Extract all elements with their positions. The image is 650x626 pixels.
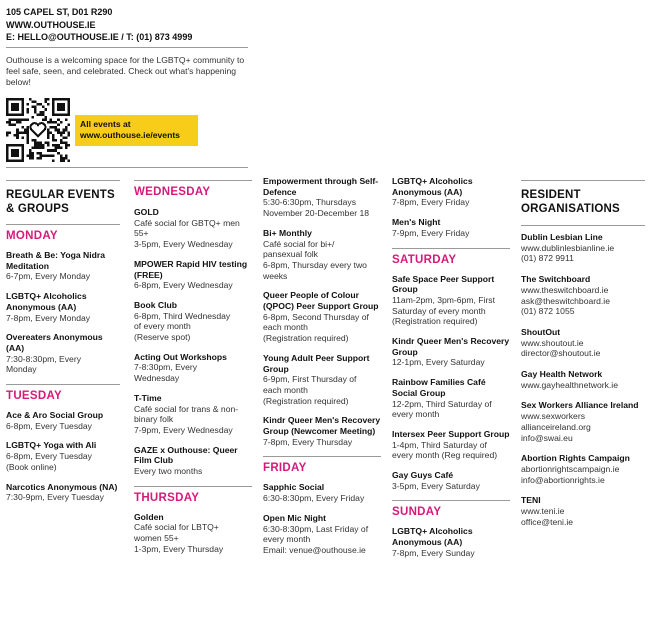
column-wednesday-thursday (134, 180, 252, 564)
event-detail: 6-8pm, Thursday every two (263, 259, 367, 270)
divider (6, 167, 248, 168)
event-name: Book Club (134, 299, 177, 310)
event-name: Intersex Peer Support Group (392, 428, 510, 439)
event-detail: Café social for LBTQ+ (134, 522, 219, 533)
contact-block (6, 6, 192, 44)
organisation-name: Dublin Lesbian Line (521, 232, 603, 242)
event-detail: Wednesday (134, 373, 180, 384)
event-item (6, 250, 120, 282)
organisation-contact-link[interactable]: www.sexworkers (521, 411, 585, 422)
event-name: Acting Out Workshops (134, 351, 227, 362)
event-detail: binary folk (134, 414, 174, 425)
organisation-contact-link[interactable]: www.gayhealthnetwork.ie (521, 379, 618, 390)
event-detail: 6-8pm, Every Wednesday (134, 280, 233, 291)
event-detail: every month (Reg required) (392, 450, 498, 461)
event-detail: Monday (6, 364, 37, 375)
organisation-contact-link[interactable]: www.shoutout.ie (521, 337, 584, 348)
event-name: Young Adult Peer Support Group (263, 352, 370, 374)
event-item (392, 470, 510, 491)
organisation-contact-link[interactable]: www.dublinlesbianline.ie (521, 242, 615, 253)
event-name: Ace & Aro Social Group (6, 410, 104, 421)
sunday-events (392, 526, 510, 558)
qr-code-icon[interactable] (6, 98, 70, 162)
event-item (134, 445, 252, 477)
event-item (134, 207, 252, 250)
organisation-contact-link[interactable]: ask@theswitchboard.ie (521, 295, 610, 306)
organisation-item (521, 232, 645, 264)
event-name: Overeaters Anonymous (AA) (6, 332, 103, 353)
day-heading-monday: MONDAY (6, 224, 120, 243)
event-detail: 7-8pm, Every Monday (6, 312, 91, 323)
event-detail: (Reserve spot) (134, 332, 191, 343)
event-detail: 7:30-9pm, Every Tuesday (6, 492, 104, 503)
section-title: RESIDENT ORGANISATIONS (521, 180, 645, 216)
organisation-contact-link[interactable]: allianceireland.org (521, 421, 591, 432)
events-box-link[interactable]: www.outhouse.ie/events (80, 130, 180, 140)
organisation-item (521, 495, 645, 527)
event-item (263, 228, 381, 282)
organisation-contact-link[interactable]: www.teni.ie (521, 506, 565, 517)
events-box-label: All events at (80, 119, 131, 129)
event-detail: 7-8:30pm, Every (134, 362, 198, 373)
day-heading-sunday: SUNDAY (392, 500, 510, 519)
event-detail: pansexual folk (263, 249, 318, 260)
day-heading-saturday: SATURDAY (392, 248, 510, 267)
event-detail: 6:30-8:30pm, Every Friday (263, 493, 365, 504)
event-item (392, 377, 510, 420)
event-name: LGBTQ+ Alcoholics Anonymous (AA) (6, 291, 87, 312)
tuesday-events (6, 410, 120, 503)
column-resident-organisations (521, 180, 645, 537)
website-link[interactable]: WWW.OUTHOUSE.IE (6, 19, 96, 30)
saturday-events (392, 274, 510, 492)
event-detail: November 20-December 18 (263, 208, 370, 219)
organisation-contact-link[interactable]: info@abortionrights.ie (521, 474, 605, 485)
organisation-detail: (01) 872 1055 (521, 306, 575, 317)
divider (521, 225, 645, 226)
event-item (392, 429, 510, 461)
event-name: GOLD (134, 207, 159, 217)
event-detail: (Book online) (6, 461, 57, 472)
event-detail: 7-8pm, Every Sunday (392, 547, 475, 558)
day-heading-friday: FRIDAY (263, 456, 381, 475)
event-name: Rainbow Families Café Social Group (392, 377, 486, 398)
event-item (134, 393, 252, 436)
event-detail: (Registration required) (263, 333, 349, 344)
event-item (263, 353, 381, 407)
organisation-name: Sex Workers Alliance Ireland (521, 400, 639, 411)
event-name: Queer People of Colour (QPOC) Peer Support Group (263, 290, 379, 312)
monday-events (6, 250, 120, 375)
organisation-name: ShoutOut (521, 326, 561, 337)
event-detail: 12-1pm, Every Saturday (392, 357, 485, 368)
event-detail: Café social for bi+/ (263, 238, 335, 249)
organisation-item (521, 400, 645, 443)
email-phone[interactable]: E: HELLO@OUTHOUSE.IE / T: (01) 873 4999 (6, 32, 193, 42)
event-name: Kindr Queer Men's Recovery Group (392, 336, 510, 357)
column-friday-weekend (392, 176, 510, 568)
event-name: Gay Guys Café (392, 470, 454, 481)
organisation-contact-link[interactable]: office@teni.ie (521, 516, 574, 527)
event-detail: 7-9pm, Every Friday (392, 227, 470, 238)
organisation-contact-link[interactable]: www.theswitchboard.ie (521, 284, 609, 295)
column-regular-events (6, 180, 120, 512)
event-name: LGBTQ+ Yoga with Ali (6, 440, 97, 451)
event-item (6, 291, 120, 323)
event-detail: 5:30-6:30pm, Thursdays (263, 197, 356, 208)
event-name: Men's Night (392, 217, 441, 228)
event-detail: each month (263, 384, 308, 395)
event-detail: of every month (134, 321, 191, 332)
event-item (392, 217, 510, 238)
organisation-item (521, 369, 645, 390)
event-detail: women 55+ (134, 533, 179, 544)
organisation-detail: (01) 872 9911 (521, 253, 574, 264)
divider (6, 47, 248, 48)
event-name: T-Time (134, 392, 162, 403)
organisation-name: Gay Health Network (521, 369, 603, 380)
event-item (392, 176, 510, 208)
organisation-item (521, 453, 645, 485)
event-item (263, 415, 381, 447)
intro-text: Outhouse is a welcoming space for the LGBTQ+ community to feel safe, seen, and celebrated. Check out what's happening below! (6, 55, 245, 88)
event-detail: 55+ (134, 228, 149, 239)
event-detail: 7-9pm, Every Wednesday (134, 424, 233, 435)
event-item (263, 513, 381, 556)
thursday-events (134, 512, 252, 555)
event-item (6, 332, 120, 375)
event-name: Bi+ Monthly (263, 227, 312, 238)
day-heading-wednesday: WEDNESDAY (134, 180, 252, 199)
event-detail: 6-8pm, Third Wednesday (134, 310, 231, 321)
event-detail: 1-3pm, Every Thursday (134, 543, 224, 554)
event-detail: 6-9pm, First Thursday of (263, 374, 357, 385)
event-detail: every month (392, 409, 440, 420)
event-detail: 6-8pm, Second Thursday of (263, 311, 369, 322)
event-detail: (Registration required) (392, 316, 478, 327)
wednesday-events (134, 207, 252, 477)
event-item (392, 336, 510, 368)
day-heading-thursday: THURSDAY (134, 486, 252, 505)
event-name: Golden (134, 511, 164, 522)
event-item (263, 482, 381, 503)
event-name: Sapphic Social (263, 482, 325, 493)
event-item (6, 482, 120, 503)
event-name: Safe Space Peer Support Group (392, 273, 495, 295)
day-heading-tuesday: TUESDAY (6, 384, 120, 403)
event-detail: 6-8pm, Every Tuesday (6, 451, 92, 462)
event-name: LGBTQ+ Alcoholics Anonymous (AA) (392, 176, 473, 197)
event-detail: Every two months (134, 466, 203, 477)
event-detail: 11am-2pm, 3pm-6pm, First (392, 294, 495, 305)
organisation-name: TENI (521, 495, 541, 506)
event-detail: weeks (263, 270, 288, 281)
organisation-item (521, 274, 645, 317)
event-name: Kindr Queer Men's Recovery Group (Newcomer Meeting) (263, 415, 381, 437)
event-detail: each month (263, 322, 308, 333)
event-name: Breath & Be: Yoga Nidra Meditation (6, 250, 106, 271)
event-detail: 7:30-8:30pm, Every (6, 353, 81, 364)
event-item (134, 352, 252, 384)
event-name: MPOWER Rapid HIV testing (FREE) (134, 258, 248, 280)
event-name: Narcotics Anonymous (NA) (6, 481, 118, 492)
organisation-name: The Switchboard (521, 274, 591, 285)
event-detail: 7-8pm, Every Thursday (263, 436, 353, 447)
event-item (392, 274, 510, 328)
event-detail[interactable]: Email: venue@outhouse.ie (263, 544, 366, 555)
event-detail: 1-4pm, Third Saturday of (392, 439, 487, 450)
event-item (6, 410, 120, 431)
column-thursday-friday (263, 176, 381, 565)
event-detail: 7-8pm, Every Friday (392, 197, 470, 208)
event-detail: Café social for trans & non- (134, 403, 239, 414)
event-name: GAZE x Outhouse: Queer Film Club (134, 444, 238, 466)
friday-events (263, 482, 381, 555)
organisation-contact-link[interactable]: director@shoutout.ie (521, 348, 601, 359)
address: 105 CAPEL ST, D01 R290 (6, 7, 113, 17)
event-name: Open Mic Night (263, 512, 327, 523)
event-item (263, 290, 381, 344)
event-item (134, 259, 252, 291)
all-events-box[interactable] (75, 115, 198, 146)
organisations-list (521, 232, 645, 527)
event-detail: 12-2pm, Third Saturday of (392, 398, 492, 409)
event-detail: 6:30-8:30pm, Last Friday of (263, 523, 369, 534)
event-detail: Café social for GBTQ+ men (134, 217, 240, 228)
event-detail: Saturday of every month (392, 305, 486, 316)
event-detail: every month (263, 534, 311, 545)
thursday-continued-events (263, 176, 381, 447)
event-item (134, 512, 252, 555)
event-name: LGBTQ+ Alcoholics Anonymous (AA) (392, 526, 473, 548)
event-detail: 3-5pm, Every Saturday (392, 480, 480, 491)
event-detail: 6-7pm, Every Monday (6, 271, 91, 282)
organisation-item (521, 327, 645, 359)
organisation-name: Abortion Rights Campaign (521, 453, 630, 464)
organisation-contact-link[interactable]: abortionrightscampaign.ie (521, 463, 620, 474)
event-detail: (Registration required) (263, 395, 349, 406)
event-detail: 6-8pm, Every Tuesday (6, 420, 92, 431)
organisation-contact-link[interactable]: info@swai.eu (521, 432, 573, 443)
event-item (263, 176, 381, 219)
event-item (6, 440, 120, 472)
event-name: Empowerment through Self-Defence (263, 176, 379, 197)
event-item (392, 526, 510, 558)
event-detail: 3-5pm, Every Wednesday (134, 239, 233, 250)
friday-continued-events (392, 176, 510, 239)
section-title: REGULAR EVENTS & GROUPS (6, 180, 120, 216)
event-item (134, 300, 252, 343)
